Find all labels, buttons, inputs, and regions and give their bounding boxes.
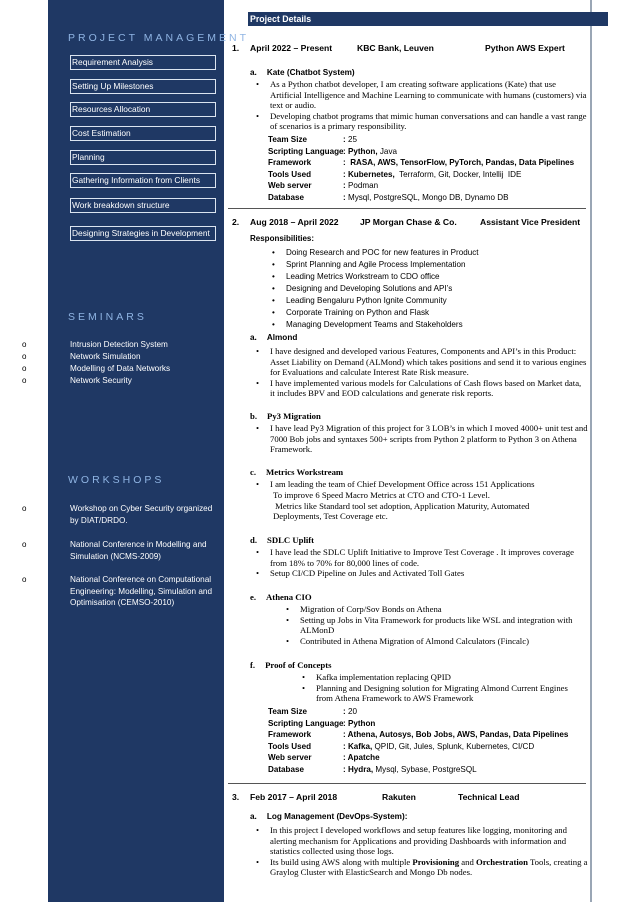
tech-value-bold: Hydra,	[347, 764, 374, 774]
tech-row: Tools Used : Kubernetes, Terraform, Git, Docker, Intellij IDE	[268, 169, 522, 179]
tech-row: Tools Used : Kafka, QPID, Git, Jules, Splunk, Kubernetes, CI/CD	[268, 741, 535, 751]
list-item: • Leading Metrics Workstream to CDO office	[270, 271, 570, 283]
pm-skill-item: Cost Estimation	[70, 126, 216, 141]
tech-value: Java	[377, 146, 397, 156]
list-item: • I have implemented various models for Calculations of Cash flows based on Market data, it includes BPV and EOD calculations and generate risk reports.	[254, 378, 588, 399]
tech-key: Web server	[268, 181, 312, 191]
pm-skill-item: Setting Up Milestones	[70, 79, 216, 94]
tech-row: Scripting Language: Python	[268, 718, 376, 728]
list-item: • I have designed and developed various Features, Components and API’s in this Product: Asset Liability on Demand (ALMond) which takes positions and send it to various engines for Evaluations and calculate Interest Rate Risk measure.	[254, 346, 588, 378]
tech-key: Team Size	[268, 135, 307, 144]
tech-key: Tools Used	[268, 741, 312, 751]
seminars-heading: SEMINARS	[68, 311, 147, 323]
list-item: • Setting up Jobs in Vita Framework for products like WSL and integration with ALMonD	[284, 615, 574, 636]
workshop-item: o National Conference in Modelling and Simulation (NCMS-2009)	[22, 540, 207, 561]
pm-skill-item: Gathering Information from Clients	[70, 173, 216, 188]
job-period: Feb 2017 – April 2018	[250, 792, 338, 802]
pm-skill-item: Work breakdown structure	[70, 198, 216, 213]
seminar-item: o Modelling of Data Networks	[22, 364, 171, 373]
tech-row: Framework : Athena, Autosys, Bob Jobs, AWS, Pandas, Data Pipelines	[268, 730, 569, 740]
tech-value: 25	[347, 135, 357, 144]
list-item: • Contributed in Athena Migration of Almond Calculators (Fincalc)	[284, 636, 574, 647]
tech-key: Web server	[268, 753, 312, 763]
tech-key: Database	[268, 192, 304, 202]
tech-value: Mysql, PostgreSQL, Mongo DB, Dynamo DB	[347, 192, 509, 202]
workshop-item: o National Conference on Computational Engineering: Modelling, Simulation and Optimisation (CEMSO-2010)	[22, 575, 213, 608]
list-item: • Corporate Training on Python and Flask	[270, 307, 570, 319]
responsibility-list	[270, 247, 570, 331]
job-num: 3.	[232, 792, 240, 802]
seminar-item: o Network Simulation	[22, 352, 141, 361]
job-role: Assistant Vice President	[480, 217, 581, 227]
list-item: • I have lead Py3 Migration of this project for 3 LOB’s in which I moved 4000+ unit test and 7000 Bob jobs and syntaxes 500+ scripts from Python 2 platform to Python 3 on Athena Framework.	[254, 423, 588, 455]
tech-key: Scripting Language	[268, 718, 344, 728]
tech-value-bold: Python,	[347, 146, 378, 156]
project-metrics: c. Metrics Workstream	[250, 467, 344, 477]
tech-key: Framework	[268, 158, 312, 168]
tech-value-bold: Kafka,	[347, 741, 373, 751]
text-line: Deployments, Test Coverage etc.	[273, 511, 388, 522]
tech-value: Terraform, Git, Docker, Intellij IDE	[394, 169, 522, 179]
project-management-heading: PROJECT MANAGEMENT	[68, 32, 249, 44]
tech-value-bold: Athena, Autosys, Bob Jobs, AWS, Pandas, Data Pipelines	[347, 730, 569, 740]
tech-value-bold: Kubernetes,	[347, 169, 395, 179]
job-num: 2.	[232, 217, 240, 227]
bullet-icon: o	[22, 340, 27, 349]
right-border-line	[590, 0, 592, 902]
pm-skill-item: Resources Allocation	[70, 102, 216, 117]
list-item: • Kafka implementation replacing QPID	[300, 672, 580, 683]
tech-value-bold: Python	[347, 718, 376, 728]
project-athena: e. Athena CIO	[250, 592, 312, 602]
project-poc: f. Proof of Concepts	[250, 660, 332, 670]
job-2-tech-stack	[268, 706, 568, 776]
list-item: • Setup CI/CD Pipeline on Jules and Activated Toll Gates	[254, 568, 588, 579]
main-content	[228, 0, 628, 902]
tech-value: Mysql, Sybase, PostgreSQL	[373, 764, 477, 774]
tech-key: Scripting Language	[268, 146, 344, 156]
list-item: • Doing Research and POC for new features in Product	[270, 247, 570, 259]
list-item: • Designing and Developing Solutions and API’s	[270, 283, 570, 295]
poc-bullets	[300, 672, 580, 704]
tech-value: QPID, Git, Jules, Splunk, Kubernetes, CI/CD	[372, 741, 535, 751]
text-line: Metrics like Standard tool set adoption, Application Maturity, Automated	[273, 500, 530, 511]
job-role: Python AWS Expert	[485, 43, 565, 53]
list-item: • Managing Development Teams and Stakeholders	[270, 319, 570, 331]
almond-bullets	[254, 346, 588, 399]
seminar-item: o Network Security	[22, 376, 132, 385]
bullet-icon: o	[22, 376, 27, 385]
list-item: • I have lead the SDLC Uplift Initiative to Improve Test Coverage . It improves coverage from 18% to 70% for 80,000 lines of code.	[254, 547, 588, 568]
workshops-heading: WORKSHOPS	[68, 474, 165, 486]
pm-skill-item: Planning	[70, 150, 216, 165]
list-item: • Developing chatbot programs that mimic human conversations and can handle a vast range of scenarios is a primary responsibility.	[254, 111, 588, 132]
list-item: • In this project I developed workflows and setup features like logging, monitoring and alerting mechanism for Applications and providing Dashboards with information and statistics collected using those logs.	[254, 825, 588, 857]
job-company: JP Morgan Chase & Co.	[360, 217, 457, 227]
text-line: To improve 6 Speed Macro Metrics at CTO and CTO-1 Level.	[273, 490, 490, 500]
seminar-item: o Intrusion Detection System	[22, 340, 168, 349]
tech-value: 20	[347, 707, 357, 716]
tech-row: Database : Hydra, Mysql, Sybase, PostgreSQL	[268, 764, 477, 774]
tech-key: Team Size	[268, 707, 307, 716]
athena-bullets	[284, 604, 574, 646]
bullet-icon: o	[22, 352, 27, 361]
bullet-icon: o	[22, 504, 27, 513]
job-1-bullets	[254, 79, 588, 132]
job-1-project-a: a. Kate (Chatbot System)	[250, 68, 355, 77]
tech-row: Team Size : 25	[268, 135, 357, 144]
bullet-icon: o	[22, 575, 27, 584]
tech-row: Scripting Language: Python, Java	[268, 146, 397, 156]
list-item: • I am leading the team of Chief Development Office across 151 Applications	[254, 479, 588, 490]
tech-row: Database : Mysql, PostgreSQL, Mongo DB, Dynamo DB	[268, 192, 509, 202]
pm-skill-item: Requirement Analysis	[70, 55, 216, 70]
bullet-icon: o	[22, 540, 27, 549]
project-log-management: a. Log Management (DevOps-System):	[250, 812, 408, 821]
project-py3: b. Py3 Migration	[250, 411, 321, 421]
section-title-bar: Project Details	[248, 12, 608, 26]
tech-row: Web server : Apatche	[268, 753, 380, 763]
log-management-bullets	[254, 825, 588, 878]
metrics-text	[273, 490, 593, 522]
pm-skill-item: Designing Strategies in Development	[70, 226, 216, 241]
list-item: • Sprint Planning and Agile Process Implementation	[270, 259, 570, 271]
list-item: • As a Python chatbot developer, I am creating software applications (Kate) that use Artificial Intelligence and Machine Learning to communicate with humans (customers) via text or audio.	[254, 79, 588, 111]
job-role: Technical Lead	[458, 792, 520, 802]
divider	[228, 208, 586, 209]
tech-value: Podman	[347, 181, 379, 191]
tech-key: Framework	[268, 730, 312, 740]
job-1-tech-stack	[268, 134, 574, 204]
tech-key: Tools Used	[268, 169, 312, 179]
job-company: KBC Bank, Leuven	[357, 43, 434, 53]
tech-row: Framework : RASA, AWS, TensorFlow, PyTorch, Pandas, Data Pipelines	[268, 158, 575, 168]
responsibilities-label: Responsibilities:	[250, 234, 315, 243]
workshop-item: o Workshop on Cyber Security organized by DIAT/DRDO.	[22, 504, 213, 525]
job-period: Aug 2018 – April 2022	[250, 217, 339, 227]
list-item: • Leading Bengaluru Python Ignite Community	[270, 295, 570, 307]
py3-bullets	[254, 423, 588, 455]
tech-key: Database	[268, 764, 304, 774]
metrics-bullets	[254, 479, 588, 490]
divider	[228, 783, 586, 784]
project-almond: a. Almond	[250, 333, 298, 342]
job-company: Rakuten	[382, 792, 416, 802]
job-num: 1.	[232, 43, 240, 53]
tech-row: Web server : Podman	[268, 181, 379, 191]
tech-value-bold: Apatche	[347, 753, 380, 763]
project-sdlc: d. SDLC Uplift	[250, 535, 315, 545]
tech-row: Team Size : 20	[268, 707, 357, 716]
list-item: • Its build using AWS along with multiple Provisioning and Orchestration Tools, creating a Graylog Cluster with ElasticSearch and Mongo Db nodes.	[254, 857, 588, 878]
tech-value-bold: RASA, AWS, TensorFlow, PyTorch, Pandas, Data Pipelines	[350, 158, 575, 168]
list-item: • Planning and Designing solution for Migrating Almond Current Engines from Athena Framework to AWS Framework	[300, 683, 580, 704]
bullet-icon: o	[22, 364, 27, 373]
job-period: April 2022 – Present	[250, 43, 333, 53]
list-item: • Migration of Corp/Sov Bonds on Athena	[284, 604, 574, 615]
sdlc-bullets	[254, 547, 588, 579]
sidebar	[22, 0, 249, 902]
